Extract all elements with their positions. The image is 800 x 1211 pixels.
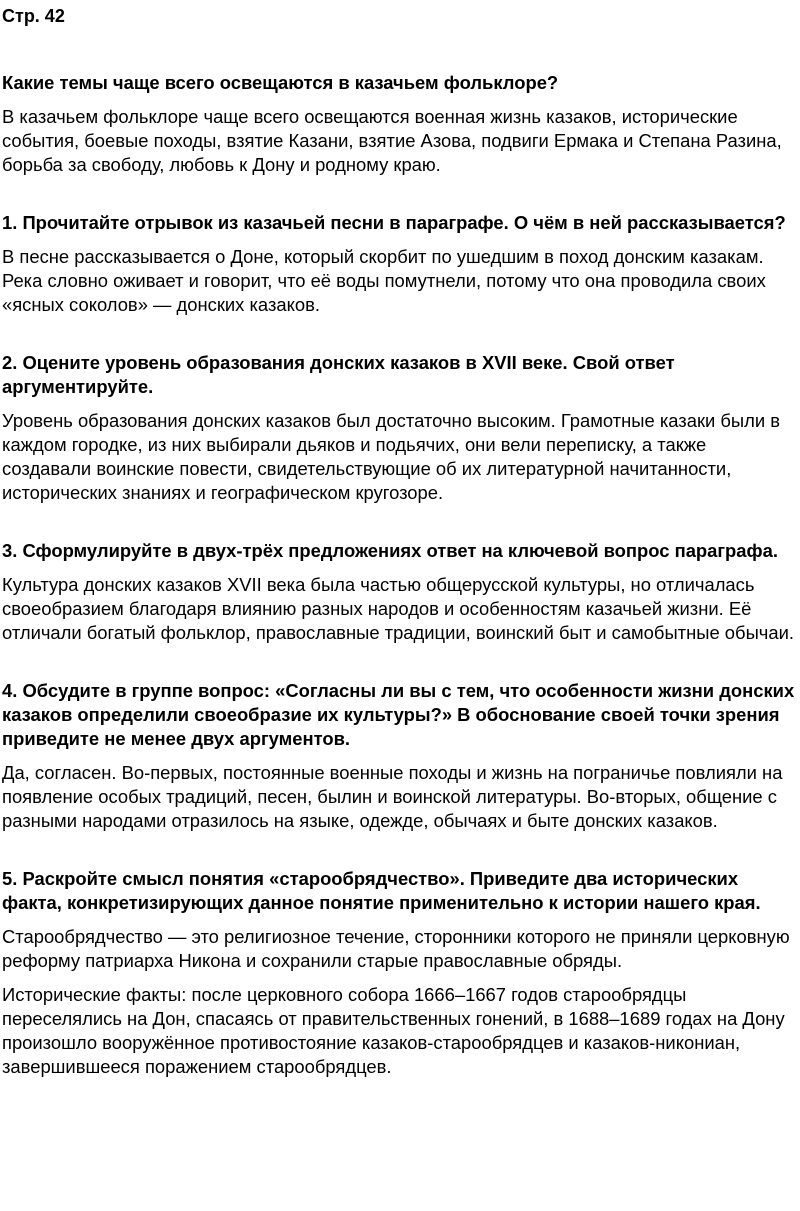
answer-paragraph: Культура донских казаков XVII века была частью общерусской культуры, но отличалась своеобразием благодаря влиянию разных народов и особенностям казачьей жизни. Её отличали богатый фольклор, православные традиции, воинский быт и самобытные обычаи. — [2, 574, 794, 643]
section-intro — [2, 71, 798, 177]
page-number: Стр. 42 — [2, 6, 65, 26]
answer-paragraph: Уровень образования донских казаков был достаточно высоким. Грамотные казаки были в каждом городке, из них выбирали дьяков и подьячих, они вели переписку, а также создавали воинские повести, свидетельствующие об их литературной начитанности, исторических знаниях и географическом кругозоре. — [2, 410, 781, 503]
question-heading: 5. Раскройте смысл понятия «старообрядчество». Приведите два исторических факта, конкретизирующих данное понятие применительно к истории нашего края. — [2, 868, 761, 913]
section-2 — [2, 351, 798, 505]
answer-paragraph: Исторические факты: после церковного собора 1666–1667 годов старообрядцы переселялись на Дон, спасаясь от правительственных гонений, в 1688–1689 годах на Дону произошло вооружённое противостояние казаков-старообрядцев и казаков-никониан, завершившееся поражением старообрядцев. — [2, 984, 785, 1077]
section-1 — [2, 211, 798, 317]
question-heading: 3. Сформулируйте в двух-трёх предложениях ответ на ключевой вопрос параграфа. — [2, 540, 778, 561]
question-heading: 4. Обсудите в группе вопрос: «Согласны ли вы с тем, что особенности жизни донских казаков определили своеобразие их культуры?» В обоснование своей точки зрения приведите не менее двух аргументов. — [2, 680, 795, 749]
section-5 — [2, 867, 798, 1079]
answer-paragraph: В песне рассказывается о Доне, который скорбит по ушедшим в поход донским казакам. Река словно оживает и говорит, что её воды помутнели, потому что она проводила своих «ясных соколов» — донских казаков. — [2, 246, 766, 315]
answer-paragraph: Да, согласен. Во-первых, постоянные военные походы и жизнь на пограничье повлияли на появление особых традиций, песен, былин и воинской литературы. Во-вторых, общение с разными народами отразилось на языке, одежде, обычаях и быте донских казаков. — [2, 762, 783, 831]
question-heading: Какие темы чаще всего освещаются в казачьем фольклоре? — [2, 72, 559, 93]
question-heading: 1. Прочитайте отрывок из казачьей песни в параграфе. О чём в ней рассказывается? — [2, 212, 786, 233]
question-heading: 2. Оцените уровень образования донских казаков в XVII веке. Свой ответ аргументируйте. — [2, 352, 675, 397]
answer-paragraph: Старообрядчество — это религиозное течение, сторонники которого не приняли церковную реформу патриарха Никона и сохранили старые православные обряды. — [2, 926, 790, 971]
section-4 — [2, 679, 798, 833]
answer-paragraph: В казачьем фольклоре чаще всего освещаются военная жизнь казаков, исторические события, боевые походы, взятие Казани, взятие Азова, подвиги Ермака и Степана Разина, борьба за свободу, любовь к Дону и родному краю. — [2, 106, 782, 175]
section-3 — [2, 539, 798, 645]
